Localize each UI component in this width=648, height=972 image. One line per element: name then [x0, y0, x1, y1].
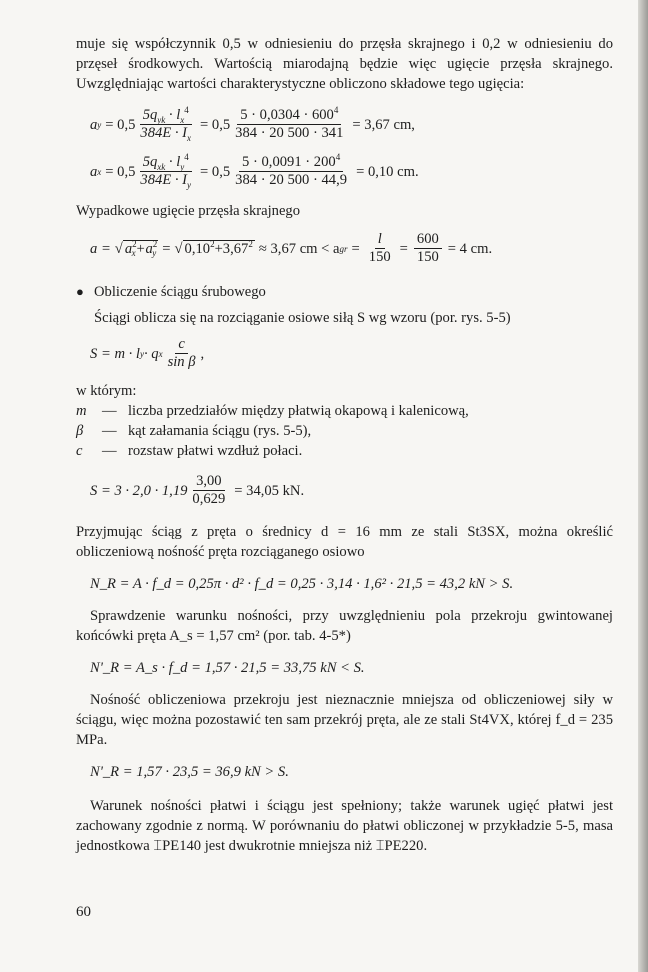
paragraph-adopt-rod: Przyjmując ściąg z pręta o średnicy d = 16 mm ze stali St3SX, można określić obliczeniową nośność pręta rozciąganego osiowo: [76, 524, 613, 560]
equation-ay: a y = 0,5 $\frac{5q_{yk} \cdot l_x^4}{384E \cdot I_x}$ = 0,5 $\frac{5 \cdot 0,0304 \cdot 600^4}{384 \cdot 20 500 \cdot 341}$ = 3,67 cm,: [90, 105, 415, 143]
equation-S: S = m · l y · q x $\frac{c}{\text{sin β}}$ ,: [90, 336, 205, 370]
legend-item: m — liczba przedziałów między płatwią okapową i kalenicową,: [76, 403, 469, 419]
paragraph-capacity: Nośność obliczeniowa przekroju jest nieznacznie mniejsza od obliczeniowej siły w ściągu, więc można pozostawić ten sam przekrój pręta, ale ze stali St4VX, której f_d = 235 MPa.: [76, 692, 613, 748]
fraction-l-150: $\frac{l}{150}$: [368, 231, 391, 265]
fraction-c-sinbeta: $\frac{c}{\text{sin β}}$: [167, 336, 196, 370]
legend-item: β — kąt załamania ściągu (rys. 5-5),: [76, 423, 312, 439]
page-number: 60: [76, 904, 91, 920]
sqrt-components: √ $a^2_x+a^2_y$: [114, 238, 158, 259]
paragraph-conclusion: Warunek nośności płatwi i ściągu jest spełniony; także warunek ugięć płatwi jest zachowany zgodnie z normą. W porównaniu do płatwi obliczonej w przykładzie 5-5, masa jednostkowa ⌶PE140 jest dwukrotnie mniejsza niż ⌶PE220.: [76, 798, 613, 854]
equation-NR-prime-final: N'_R = 1,57 · 23,5 = 36,9 kN > S.: [90, 764, 289, 780]
fraction-ay-numeric: $\frac{5 \cdot 0,0304 \cdot 600^4}{384 \cdot 20 500 \cdot 341}$: [235, 105, 344, 141]
fraction-ax-numeric: $\frac{5 \cdot 0,0091 \cdot 200^4}{384 \cdot 20 500 \cdot 44,9}$: [235, 152, 348, 188]
fraction-300-0629: $\frac{3,00}{0,629}$: [192, 473, 226, 507]
equation-ax: a x = 0,5 $\frac{5q_{xk} \cdot l_y^4}{384E \cdot I_y}$ = 0,5 $\frac{5 \cdot 0,0091 \cdot 200^4}{384 \cdot 20 500 \cdot 44,9}$ = 0,10 cm.: [90, 152, 419, 190]
bullet-heading: ● Obliczenie ściągu śrubowego: [76, 284, 266, 300]
bullet-icon: ●: [76, 284, 84, 299]
fraction-600-150: $\frac{600}{150}$: [414, 231, 442, 266]
heading-resultant: Wypadkowe ugięcie przęsła skrajnego: [76, 203, 301, 219]
paragraph-intro: muje się współczynnik 0,5 w odniesieniu do przęsła skrajnego i 0,2 w odniesieniu do przęseł środkowych. Wartością miarodajną będzie więc ugięcie przęsła skrajnego. Uwzględniając wartości charakterystyczne obliczono składowe tego ugięcia:: [76, 36, 613, 92]
sqrt-values: √ $0,10^2+3,67^2$: [174, 238, 253, 257]
page-content: [76, 34, 613, 856]
equation-NR: N_R = A · f_d = 0,25π · d² · f_d = 0,25 · 3,14 · 1,6² · 21,5 = 43,2 kN > S.: [90, 576, 514, 592]
legend-item: c — rozstaw płatwi wzdłuż połaci.: [76, 443, 303, 459]
where-label: w którym:: [76, 383, 137, 399]
fraction-ay-symbolic: $\frac{5q_{yk} \cdot l_x^4}{384E \cdot I_x}$: [140, 105, 192, 143]
page-edge-shadow: [638, 0, 648, 972]
paragraph-check: Sprawdzenie warunku nośności, przy uwzględnieniu pola przekroju gwintowanej końcówki pręta A_s = 1,57 cm² (por. tab. 4-5*): [76, 608, 613, 644]
equation-NR-prime: N'_R = A_s · f_d = 1,57 · 21,5 = 33,75 kN < S.: [90, 660, 365, 676]
fraction-ax-symbolic: $\frac{5q_{xk} \cdot l_y^4}{384E \cdot I_y}$: [140, 152, 192, 190]
legend-list: [76, 401, 613, 461]
equation-S-numeric: S = 3 · 2,0 · 1,19 $\frac{3,00}{0,629}$ = 34,05 kN.: [90, 473, 305, 507]
equation-a: a = √ $a^2_x+a^2_y$ = √ $0,10^2+3,67^2$ ≈ 3,67 cm < a gr = $\frac{l}{150}$ = $\frac{600}{150}$ = 4 cm.: [90, 231, 493, 265]
paragraph-tie-force: Ściągi oblicza się na rozciąganie osiowe siłą S wg wzoru (por. rys. 5-5): [94, 310, 511, 326]
